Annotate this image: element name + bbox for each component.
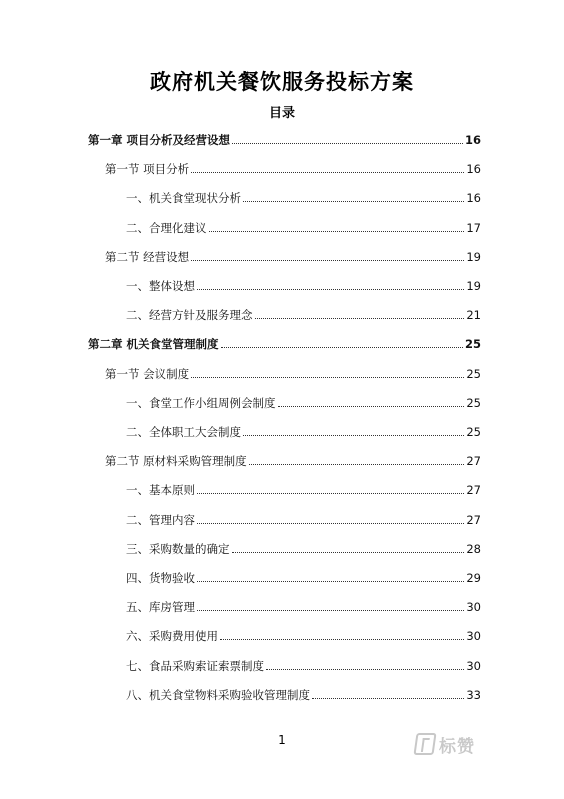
watermark-text: 标赞 <box>439 736 475 757</box>
toc-entry[interactable] <box>126 273 481 293</box>
toc-entry-page: 27 <box>466 483 481 498</box>
toc-dot-leader <box>197 523 464 524</box>
toc-entry-label: 二、合理化建议 <box>126 220 207 235</box>
toc-entry-label: 第一节 会议制度 <box>105 366 190 381</box>
toc-entry-page: 25 <box>466 425 481 439</box>
watermark <box>415 731 495 757</box>
toc-entry[interactable] <box>126 653 481 673</box>
toc-entry[interactable] <box>105 361 481 381</box>
toc-entry[interactable] <box>126 565 481 585</box>
toc-dot-leader <box>221 347 463 348</box>
toc-entry[interactable] <box>105 448 481 468</box>
toc-dot-leader <box>191 260 464 261</box>
toc-entry-label: 第二节 原材料采购管理制度 <box>105 454 247 469</box>
toc-dot-leader <box>243 201 464 202</box>
toc-entry-label: 六、采购费用使用 <box>126 629 218 644</box>
toc-entry-page: 21 <box>466 308 481 323</box>
toc-dot-leader <box>197 493 464 494</box>
toc-entry-page: 30 <box>466 629 481 644</box>
toc-entry-label: 二、管理内容 <box>126 512 195 527</box>
toc-dot-leader <box>255 318 465 319</box>
toc-dot-leader <box>197 610 464 611</box>
toc-dot-leader <box>266 669 464 670</box>
toc-entry[interactable] <box>126 302 481 322</box>
toc-entry[interactable] <box>126 185 481 205</box>
toc-dot-leader <box>232 143 463 144</box>
toc-entry-page: 27 <box>466 512 481 527</box>
toc-entry-page: 16 <box>464 133 481 147</box>
toc-entry-page: 30 <box>466 658 481 673</box>
biaozan-logo-icon <box>413 733 436 755</box>
page-number: 1 <box>278 733 286 747</box>
toc-entry-label: 第一节 项目分析 <box>105 162 190 177</box>
toc-dot-leader <box>197 289 464 290</box>
toc-dot-leader <box>312 698 464 699</box>
toc-entry-label: 二、全体职工大会制度 <box>126 425 241 439</box>
toc-entry-page: 16 <box>466 162 481 177</box>
toc-entry-label: 三、采购数量的确定 <box>126 541 230 556</box>
toc-dot-leader <box>243 435 464 436</box>
toc-entry[interactable] <box>126 507 481 527</box>
toc-entry[interactable] <box>126 682 481 702</box>
toc-entry-page: 27 <box>466 454 481 469</box>
toc-dot-leader <box>191 172 464 173</box>
toc-dot-leader <box>278 406 465 407</box>
toc-entry[interactable] <box>126 594 481 614</box>
toc-entry[interactable] <box>126 536 481 556</box>
toc-entry-page: 25 <box>466 395 481 410</box>
toc-entry-label: 第二节 经营设想 <box>105 249 190 264</box>
toc-entry-page: 19 <box>466 279 481 293</box>
toc-entry-label: 一、基本原则 <box>126 483 195 498</box>
toc-entry-label: 二、经营方针及服务理念 <box>126 308 253 323</box>
toc-entry[interactable] <box>105 156 481 176</box>
toc-entry[interactable] <box>126 215 481 235</box>
toc-entry[interactable] <box>126 419 481 439</box>
toc-entry[interactable] <box>88 127 481 147</box>
toc-entry-page: 25 <box>466 366 481 381</box>
toc-dot-leader <box>197 581 464 582</box>
toc-entry-label: 第一章 项目分析及经营设想 <box>88 133 231 147</box>
toc-dot-leader <box>191 377 464 378</box>
toc-entry-page: 16 <box>466 191 481 206</box>
toc-entry-label: 四、货物验收 <box>126 571 195 585</box>
toc-entry[interactable] <box>105 244 481 264</box>
toc-entry-page: 29 <box>466 571 481 585</box>
toc-entry-page: 28 <box>466 541 481 556</box>
toc-entry-label: 五、库房管理 <box>126 600 195 615</box>
toc-entry-label: 一、食堂工作小组周例会制度 <box>126 395 276 410</box>
toc-entry-label: 第二章 机关食堂管理制度 <box>88 337 219 352</box>
toc-entry-page: 30 <box>466 600 481 615</box>
toc-entry[interactable] <box>126 477 481 497</box>
toc-entry-page: 33 <box>466 687 481 702</box>
toc-dot-leader <box>209 231 465 232</box>
toc-entry-page: 17 <box>466 220 481 235</box>
toc-entry-page: 19 <box>466 249 481 264</box>
toc-entry-label: 八、机关食堂物料采购验收管理制度 <box>126 687 310 702</box>
toc-entry-label: 一、整体设想 <box>126 279 195 293</box>
toc-entry-page: 25 <box>464 337 481 352</box>
toc-entry[interactable] <box>88 331 481 351</box>
toc-heading: 目录 <box>268 106 295 121</box>
toc-entry[interactable] <box>126 390 481 410</box>
toc-dot-leader <box>249 464 465 465</box>
toc-entry[interactable] <box>126 623 481 643</box>
toc-entry-label: 一、机关食堂现状分析 <box>126 191 241 206</box>
toc-entry-label: 七、食品采购索证索票制度 <box>126 658 264 673</box>
toc-dot-leader <box>232 552 465 553</box>
document-title: 政府机关餐饮服务投标方案 <box>150 69 414 94</box>
toc-dot-leader <box>220 639 464 640</box>
